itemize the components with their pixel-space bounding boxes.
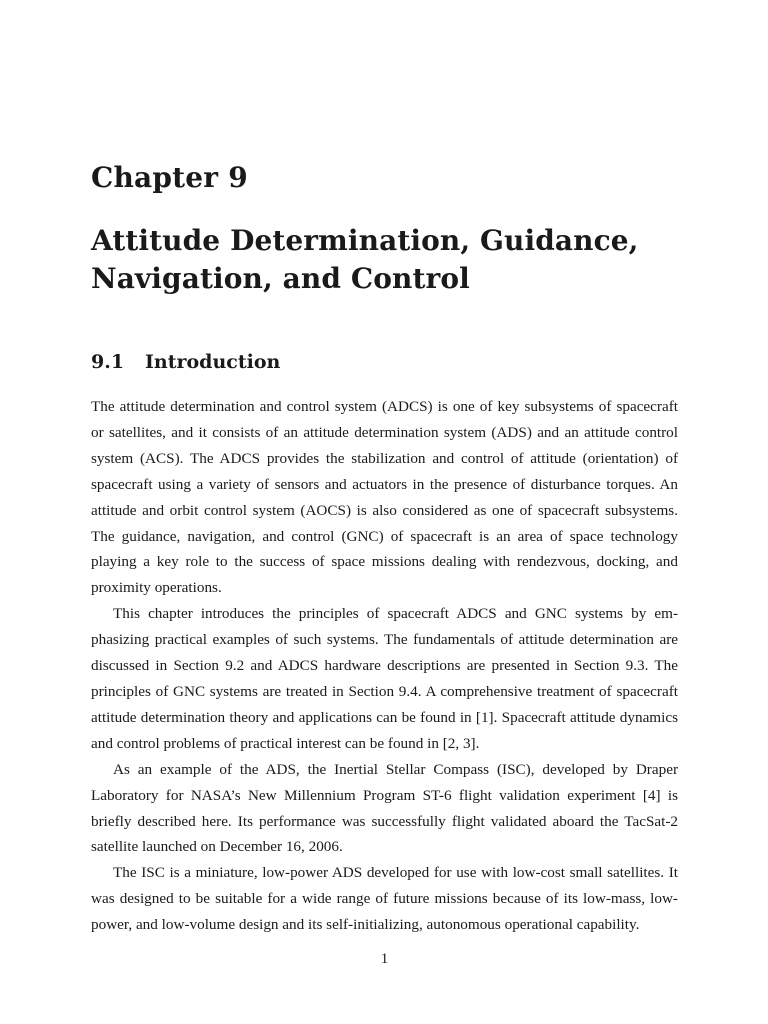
section-title: Introduction (145, 351, 281, 373)
chapter-label: Chapter 9 (91, 161, 248, 194)
paragraph-4: The ISC is a miniature, low-power ADS developed for use with low-cost small satellites. It was designed to be suitable for a wide range of future missions because of its low-mass, low-power, and low-volume design and its self-initializing, autonomous operational capability. (91, 864, 678, 934)
section-number: 9.1 (91, 351, 125, 373)
page-number: 1 (380, 951, 389, 967)
section-heading (91, 348, 280, 376)
paragraph-1: The attitude determination and control system (ADCS) is one of key subsystems of spacecraft or satellites, and it consists of an attitude determination system (ADS) and an attitude control system (ACS). The ADCS provides the stabilization and control of attitude (orientation) of spacecraft using a variety of sensors and actuators in the presence of disturbance torques. An attitude and orbit control system (AOCS) is also considered as one of spacecraft subsystems. The guidance, navigation, and control (GNC) of spacecraft is an area of space technology playing a key role to the success of space missions dealing with rendezvous, docking, and proximity operations. (91, 398, 678, 597)
paragraph-3: As an example of the ADS, the Inertial Stellar Compass (ISC), developed by Draper Laboratory for NASA’s New Millennium Program ST-6 flight validation experiment [4] is briefly described here. Its performance was successfully flight validated aboard the TacSat-2 satellite launched on December 16, 2006. (91, 760, 678, 856)
chapter-title: Attitude Determination, Guidance, Navigation, and Control (91, 224, 639, 295)
body-text (91, 394, 678, 938)
paragraph-2: This chapter introduces the principles of spacecraft ADCS and GNC systems by emphasizing practical examples of such systems. The fundamentals of attitude determination are discussed in Section 9.2 and ADCS hardware descriptions are presented in Section 9.3. The principles of GNC systems are treated in Section 9.4. A comprehensive treatment of spacecraft attitude determination theory and applications can be found in [1]. Spacecraft attitude dynamics and control problems of practical interest can be found in [2, 3]. (91, 605, 678, 752)
